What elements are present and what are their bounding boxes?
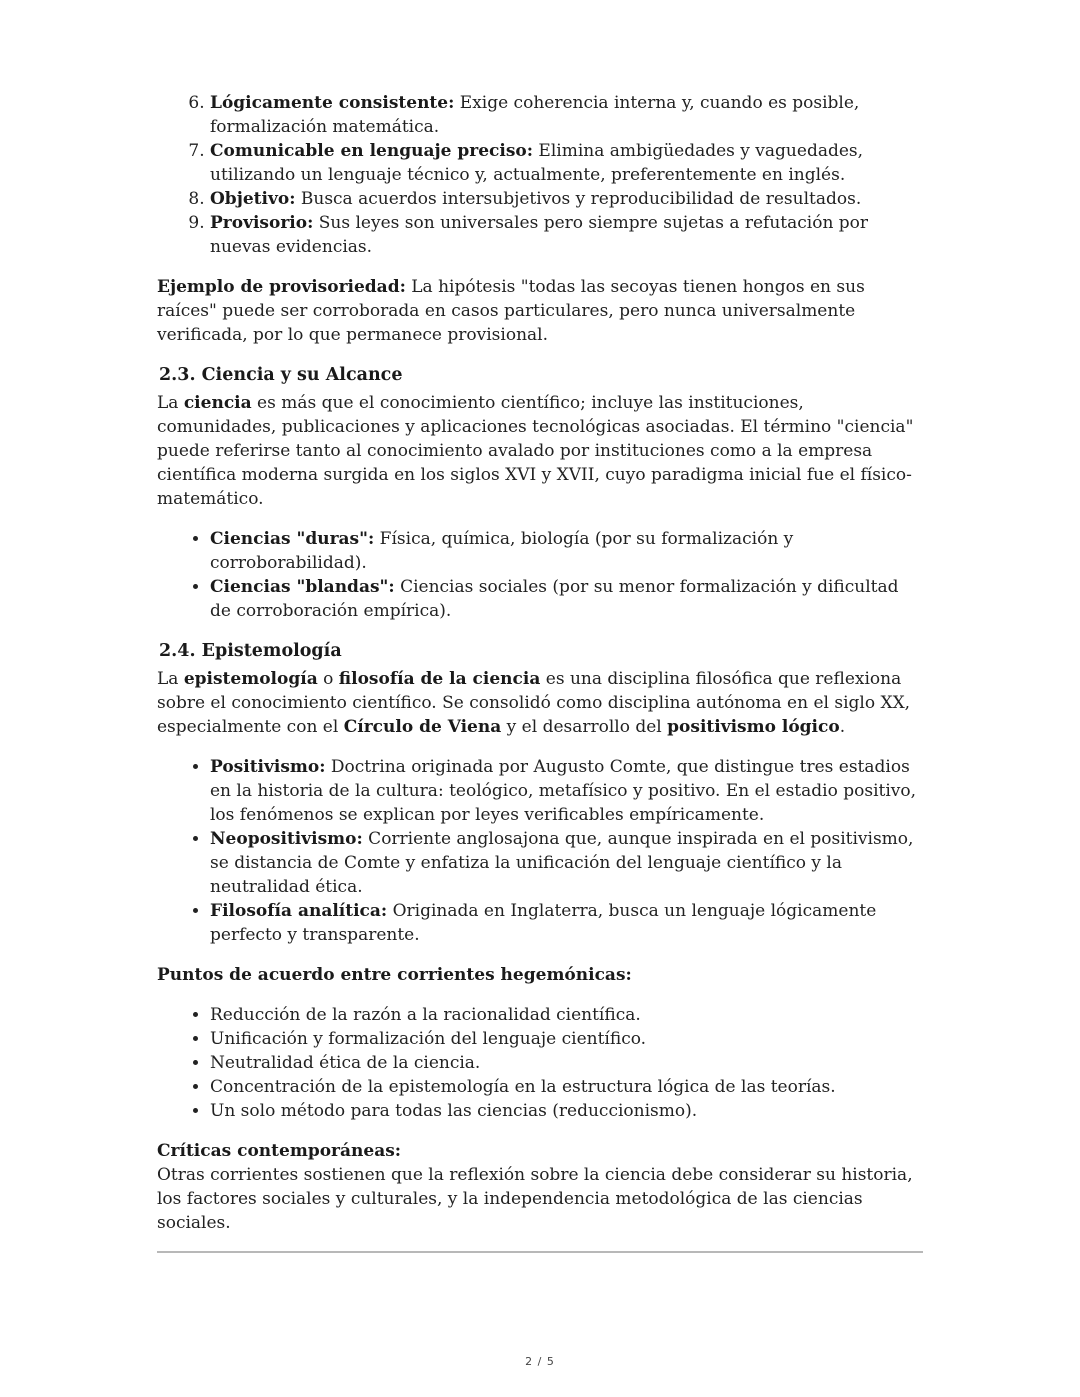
list-item: • Reducción de la razón a la racionalidad científica. (210, 1003, 923, 1027)
list-item-term: Neopositivismo: (210, 829, 363, 849)
list-item (210, 899, 923, 947)
list-item-text: Sus leyes son universales pero siempre sujetas a refutación por nuevas evidencias. (210, 213, 869, 257)
contemporary-critiques-text: Otras corrientes sostienen que la reflexión sobre la ciencia debe considerar su historia, los factores sociales y culturales, y la independencia metodológica de las ciencias sociales. (157, 1165, 913, 1233)
list-item-text: Física, química, biología (por su formalización y corroborabilidad). (210, 529, 794, 573)
section-2-3-heading: 2.3. Ciencia y su Alcance (159, 365, 403, 385)
list-item (210, 527, 923, 575)
science-types-list (157, 527, 923, 623)
list-item-term: Positivismo: (210, 757, 326, 777)
list-item (210, 211, 923, 259)
list-item-text: Elimina ambigüedades y vaguedades, utilizando un lenguaje técnico y, actualmente, preferentemente en inglés. (210, 141, 864, 185)
agreement-points-title: Puntos de acuerdo entre corrientes hegemónicas: (157, 965, 632, 985)
intro-term: epistemología (183, 669, 318, 689)
intro-text: o (317, 669, 339, 689)
document-page (157, 91, 923, 1253)
intro-term: Círculo de Viena (343, 717, 502, 737)
intro-text: La (157, 669, 184, 689)
list-item-term: Ciencias "blandas": (210, 577, 395, 597)
intro-text: La (157, 393, 184, 413)
provisional-example-text: La hipótesis "todas las secoyas tienen hongos en sus raíces" puede ser corroborada en casos particulares, pero nunca universalmente verificada, por lo que permanece provisional. (157, 277, 865, 345)
agreement-points-list (157, 1003, 923, 1123)
contemporary-critiques-heading: Críticas contemporáneas: (157, 1141, 402, 1161)
list-item-term: Comunicable en lenguaje preciso: (210, 141, 534, 161)
list-item-text: Corriente anglosajona que, aunque inspirada en el positivismo, se distancia de Comte y enfatiza la unificación del lenguaje científico y la neutralidad ética. (210, 829, 914, 897)
list-item (210, 755, 923, 827)
contemporary-critiques (157, 1139, 923, 1235)
intro-text: es más que el conocimiento científico; incluye las instituciones, comunidades, publicaciones y aplicaciones tecnológicas asociadas. El término "ciencia" puede referirse tanto al conocimiento avalado por instituciones como a la empresa científica moderna surgida en los siglos XVI y XVII, cuyo paradigma inicial fue el físico-matemático. (157, 393, 914, 509)
list-item (210, 187, 923, 211)
horizontal-divider (157, 1251, 923, 1253)
intro-term: filosofía de la ciencia (338, 669, 541, 689)
list-item-text: Busca acuerdos intersubjetivos y reproducibilidad de resultados. (295, 189, 862, 209)
provisional-example-paragraph (157, 275, 923, 347)
intro-text: . (839, 717, 846, 737)
epistemology-currents-list (157, 755, 923, 947)
intro-text: es una disciplina filosófica que reflexiona sobre el conocimiento científico. Se consolidó como disciplina autónoma en el siglo XX, especialmente con el (157, 669, 911, 737)
intro-term: ciencia (183, 393, 252, 413)
list-item-term: Filosofía analítica: (210, 901, 388, 921)
list-item-term: Provisorio: (210, 213, 314, 233)
intro-text: y el desarrollo del (501, 717, 668, 737)
list-item (210, 575, 923, 623)
list-item (210, 139, 923, 187)
list-item-term: Lógicamente consistente: (210, 93, 455, 113)
list-item-term: Objetivo: (210, 189, 296, 209)
list-item-text: Exige coherencia interna y, cuando es posible, formalización matemática. (210, 93, 860, 137)
section-2-4-heading: 2.4. Epistemología (159, 641, 342, 661)
intro-term: positivismo lógico (667, 717, 840, 737)
list-item-text: Doctrina originada por Augusto Comte, que distingue tres estadios en la historia de la cultura: teológico, metafísico y positivo. En el estadio positivo, los fenómenos se explican por leyes verificables empíricamente. (210, 757, 917, 825)
list-item: • Concentración de la epistemología en la estructura lógica de las teorías. (210, 1075, 923, 1099)
list-item (210, 91, 923, 139)
characteristics-list (157, 91, 923, 259)
section-2-3-intro (157, 391, 923, 511)
list-item-term: Ciencias "duras": (210, 529, 375, 549)
section-2-4-intro (157, 667, 923, 739)
list-item-text: Originada en Inglaterra, busca un lenguaje lógicamente perfecto y transparente. (210, 901, 877, 945)
list-item: • Un solo método para todas las ciencias (reduccionismo). (210, 1099, 923, 1123)
list-item (210, 827, 923, 899)
list-item: • Unificación y formalización del lenguaje científico. (210, 1027, 923, 1051)
list-item: • Neutralidad ética de la ciencia. (210, 1051, 923, 1075)
agreement-points-heading (157, 963, 923, 987)
list-item-text: Ciencias sociales (por su menor formalización y dificultad de corroboración empírica). (210, 577, 899, 621)
provisional-example-term: Ejemplo de provisoriedad: (157, 277, 406, 297)
page-number: 2 / 5 (525, 1355, 555, 1368)
